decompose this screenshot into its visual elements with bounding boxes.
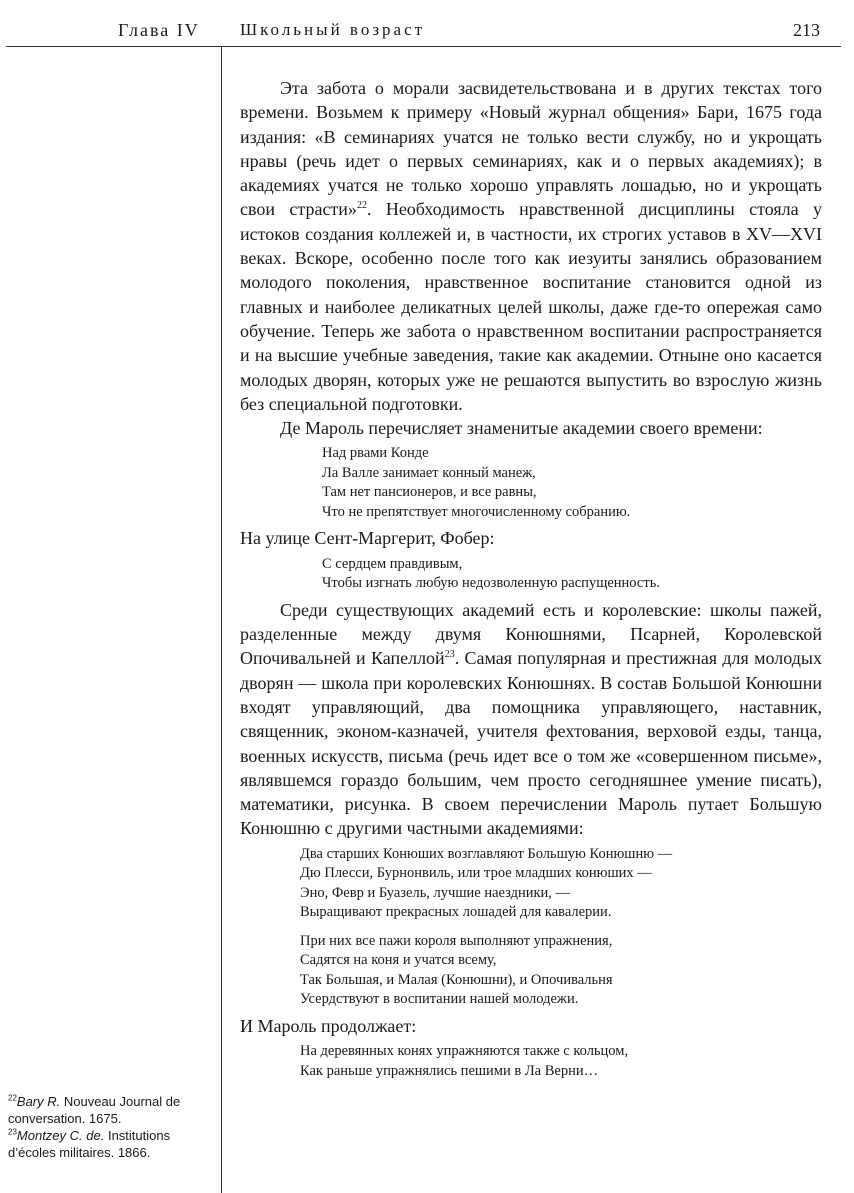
footnote bbox=[8, 1093, 218, 1127]
verse-block bbox=[300, 845, 822, 1010]
paragraph-text: Среди существующих академий есть и королевские: школы пажей, разделенные между двумя Конюшнями, Псарней, Королевской Опочивальней и Капеллой bbox=[240, 599, 822, 669]
paragraph-text: Эта забота о морали засвидетельствована и в других текстах того времени. Возьмем к примеру «Новый журнал общения» Бари, 1675 года издания: «В семинариях учатся не только вести службу, но и укрощать нравы (речь идет о первых семинариях, как и о первых академиях); в академиях учатся не только хорошо управлять лошадью, но и укрощать свои страсти» bbox=[240, 78, 822, 220]
verse-line: Эно, Февр и Буазель, лучшие наездники, — bbox=[300, 884, 571, 901]
verse-line: Садятся на коня и учатся всему, bbox=[300, 952, 497, 969]
verse-block bbox=[300, 1042, 822, 1081]
verse-line: На деревянных конях упражняются также с кольцом, bbox=[300, 1043, 629, 1060]
verse-line: Как раньше упражнялись пешими в Ла Верни… bbox=[300, 1062, 599, 1079]
paragraph-text: . Необходимость нравственной дисциплины стояла у истоков создания коллежей и, в частности, их строгих уставов в XV—XVI веках. Вскоре, особенно после того как иезуиты занялись образованием молодого поколения, нравственное воспитание становится одной из главных и наиболее деликатных целей школы, даже где-то опережая само обучение. Теперь же забота о нравственном воспитании распространяется и на высшие учебные заведения, такие как академии. Отныне оно касается молодых дворян, которых уже не решаются выпустить во взрослую жизнь без специальной подготовки. bbox=[240, 199, 822, 414]
verse-line: Дю Плесси, Бурнонвиль, или трое младших конюших — bbox=[300, 865, 652, 882]
chapter-label: Глава IV bbox=[118, 20, 200, 40]
stanza-gap bbox=[300, 923, 822, 932]
section-title: Школьный возраст bbox=[240, 20, 426, 39]
header-rule bbox=[6, 46, 841, 47]
footnote-number: 23 bbox=[8, 1127, 17, 1137]
verse-line: Усердствуют в воспитании нашей молодежи. bbox=[300, 991, 579, 1008]
margin-rule bbox=[221, 46, 222, 1193]
paragraph: Де Мароль перечисляет знаменитые академии своего времени: bbox=[280, 418, 763, 439]
footnote bbox=[8, 1127, 218, 1161]
footnotes bbox=[8, 1093, 218, 1161]
verse-block bbox=[322, 555, 822, 594]
footnote-author: Montzey C. de. bbox=[16, 1128, 105, 1143]
footnote-ref: 22 bbox=[356, 200, 367, 212]
footnote-author: Bary R. bbox=[16, 1094, 61, 1109]
main-text bbox=[240, 76, 822, 1085]
verse-line: Чтобы изгнать любую недозволенную распущенность. bbox=[322, 575, 660, 592]
running-header bbox=[0, 18, 854, 46]
verse-line: Два старших Конюших возглавляют Большую Конюшню — bbox=[300, 845, 673, 862]
paragraph: И Мароль продолжает: bbox=[240, 1015, 417, 1036]
verse-line: Выращивают прекрасных лошадей для кавалерии. bbox=[300, 904, 612, 921]
page-number: 213 bbox=[793, 20, 820, 40]
paragraph-text: . Самая популярная и престижная для молодых дворян — школа при королевских Конюшнях. В состав Большой Конюшни входят управляющий, два помощника управляющего, наставник, священник, эконом-казначей, учителя фехтования, верховой езды, танца, военных искусств, письма (речь идет все о том же «совершенном письме», являвшемся гораздо большим, чем просто сегодняшнее умение писать), математики, рисунка. В своем перечислении Мароль путает Большую Конюшню с другими частными академиями: bbox=[240, 648, 822, 839]
verse-line: Ла Валле занимает конный манеж, bbox=[322, 464, 536, 481]
paragraph bbox=[240, 76, 822, 416]
paragraph: На улице Сент-Маргерит, Фобер: bbox=[240, 528, 495, 549]
verse-line: С сердцем правдивым, bbox=[322, 555, 463, 572]
verse-line: Там нет пансионеров, и все равны, bbox=[322, 484, 537, 501]
verse-line: При них все пажи короля выполняют упражнения, bbox=[300, 932, 613, 949]
verse-line: Над рвами Конде bbox=[322, 445, 429, 462]
verse-block bbox=[322, 444, 822, 522]
footnote-ref: 23 bbox=[444, 649, 455, 661]
footnote-number: 22 bbox=[8, 1093, 17, 1103]
paragraph bbox=[240, 598, 822, 841]
verse-line: Так Большая, и Малая (Конюшни), и Опочивальня bbox=[300, 971, 613, 988]
footnote-text: Institutions d’écoles militaires. 1866. bbox=[8, 1128, 171, 1160]
footnote-text: Nouveau Journal de conversation. 1675. bbox=[8, 1094, 181, 1126]
verse-line: Что не препятствует многочисленному собранию. bbox=[322, 503, 631, 520]
